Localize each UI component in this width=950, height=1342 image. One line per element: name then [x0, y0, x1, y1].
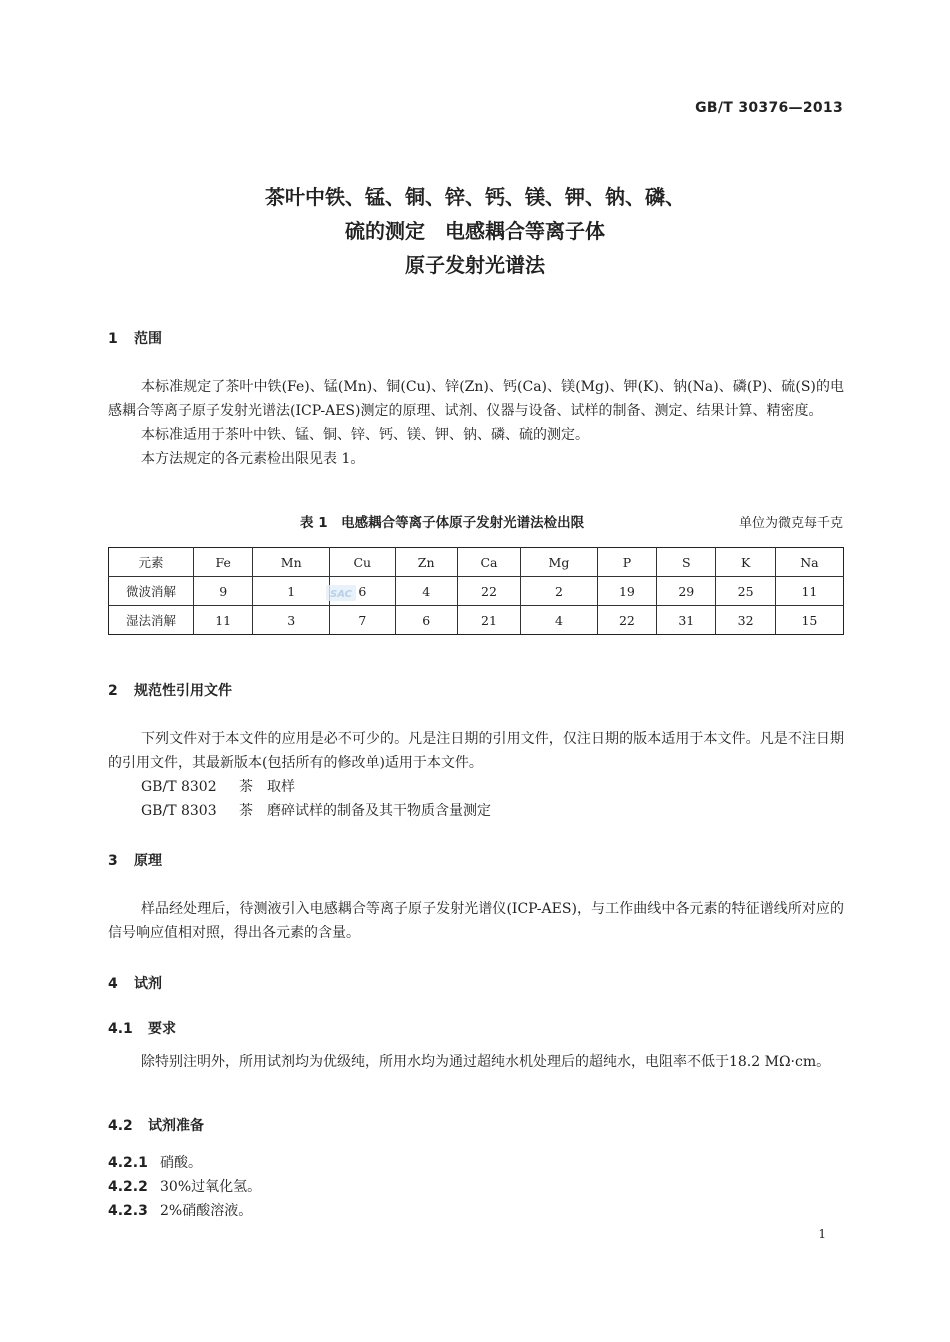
reference-item [108, 775, 844, 799]
table-unit: 单位为微克每千克 [738, 516, 843, 531]
section-number: 3 [108, 853, 118, 869]
paragraph: 本方法规定的各元素检出限见表 1。 [141, 451, 365, 467]
table-cell: Zn [395, 548, 457, 577]
table-cell: 4 [395, 577, 457, 606]
paragraph: 本标准规定了茶叶中铁(Fe)、锰(Mn)、铜(Cu)、锌(Zn)、钙(Ca)、镁(Mg)、钾(K)、钠(Na)、磷(P)、硫(S)的电感耦合等离子原子发射光谱法(ICP-AES)测定的原理、试剂、仪器与设备、试样的制备、测定、结果计算、精密度。 [108, 379, 844, 419]
title-line-3: 原子发射光谱法 [405, 253, 545, 277]
section-title: 范围 [134, 331, 162, 347]
table-cell: 微波消解 [109, 577, 194, 606]
subsection-number: 4.2 [108, 1118, 133, 1134]
section-number: 2 [108, 683, 118, 699]
table-cell: 21 [457, 606, 520, 635]
table-cell: Mg [521, 548, 598, 577]
table-cell: 2 [521, 577, 598, 606]
title-line-2: 硫的测定 电感耦合等离子体 [345, 219, 605, 243]
section-title: 原理 [134, 853, 162, 869]
reference-code: GB/T 8302 [141, 779, 217, 795]
table-cell: 22 [457, 577, 520, 606]
subsection-title: 要求 [148, 1021, 176, 1037]
table-cell: 11 [194, 606, 253, 635]
table-cell: Fe [194, 548, 253, 577]
table-cell: 6 [395, 606, 457, 635]
paragraph: 本标准适用于茶叶中铁、锰、铜、锌、钙、镁、钾、钠、磷、硫的测定。 [141, 427, 589, 443]
subsection-4-2-heading [108, 1115, 204, 1135]
section-1-body [108, 375, 844, 471]
table-cell: 4 [521, 606, 598, 635]
table-cell: 3 [253, 606, 330, 635]
document-title [0, 180, 950, 282]
paragraph: 下列文件对于本文件的应用是必不可少的。凡是注日期的引用文件，仅注日期的版本适用于本文件。凡是不注日期的引用文件，其最新版本(包括所有的修改单)适用于本文件。 [108, 731, 844, 771]
item-number: 4.2.2 [108, 1179, 148, 1195]
table-cell: 11 [775, 577, 843, 606]
table-cell: 19 [597, 577, 656, 606]
table-cell: 32 [716, 606, 775, 635]
item-text: 2%硝酸溶液。 [160, 1203, 253, 1219]
item-number: 4.2.1 [108, 1155, 148, 1171]
section-number: 1 [108, 331, 118, 347]
table-cell: 1 [253, 577, 330, 606]
watermark-text: SAC [330, 589, 352, 600]
item-number: 4.2.3 [108, 1203, 148, 1219]
table-cell: Mn [253, 548, 330, 577]
table-row [109, 606, 844, 635]
section-2-heading [108, 680, 232, 700]
table-cell: 22 [597, 606, 656, 635]
table-cell: S [657, 548, 716, 577]
table-cell: Ca [457, 548, 520, 577]
subsection-title: 试剂准备 [148, 1118, 204, 1134]
list-item [108, 1200, 252, 1220]
table-cell: 15 [775, 606, 843, 635]
table-cell: P [597, 548, 656, 577]
item-text: 30%过氧化氢。 [160, 1179, 262, 1195]
detection-limit-table [108, 547, 844, 635]
table-row [109, 577, 844, 606]
section-3-body [108, 897, 844, 945]
subsection-number: 4.1 [108, 1021, 133, 1037]
list-item [108, 1152, 202, 1172]
sac-watermark-logo [326, 584, 356, 602]
standard-code: GB/T 30376—2013 [695, 100, 843, 116]
section-number: 4 [108, 976, 118, 992]
table-header-row [109, 548, 844, 577]
title-line-1: 茶叶中铁、锰、铜、锌、钙、镁、钾、钠、磷、 [265, 185, 685, 209]
table-cell: 元素 [109, 548, 194, 577]
paragraph: 样品经处理后，待测液引入电感耦合等离子原子发射光谱仪(ICP-AES)，与工作曲线中各元素的特征谱线所对应的信号响应值相对照，得出各元素的含量。 [108, 901, 844, 941]
subsection-4-1-heading [108, 1018, 176, 1038]
table-cell: 9 [194, 577, 253, 606]
table-cell: 湿法消解 [109, 606, 194, 635]
list-item [108, 1176, 261, 1196]
section-1-heading [108, 328, 162, 348]
table-cell: K [716, 548, 775, 577]
subsection-4-1-body [108, 1050, 844, 1074]
table-cell: 31 [657, 606, 716, 635]
reference-code: GB/T 8303 [141, 803, 217, 819]
reference-item [108, 799, 844, 823]
section-title: 规范性引用文件 [134, 683, 232, 699]
table-cell: Na [775, 548, 843, 577]
page-number: 1 [818, 1227, 826, 1241]
table-cell: Cu [330, 548, 395, 577]
table-cell: 25 [716, 577, 775, 606]
section-4-heading [108, 973, 162, 993]
item-text: 硝酸。 [160, 1155, 202, 1171]
reference-title: 茶 磨碎试样的制备及其干物质含量测定 [239, 803, 491, 819]
table-cell: 6 [330, 577, 395, 606]
table-cell: 7 [330, 606, 395, 635]
section-title: 试剂 [134, 976, 162, 992]
table-caption: 表 1 电感耦合等离子体原子发射光谱法检出限 [300, 515, 585, 531]
paragraph: 除特别注明外，所用试剂均为优级纯，所用水均为通过超纯水机处理后的超纯水，电阻率不低于18.2 MΩ·cm。 [141, 1054, 831, 1070]
reference-title: 茶 取样 [239, 779, 295, 795]
section-3-heading [108, 850, 162, 870]
section-2-body [108, 727, 844, 823]
table-cell: 29 [657, 577, 716, 606]
